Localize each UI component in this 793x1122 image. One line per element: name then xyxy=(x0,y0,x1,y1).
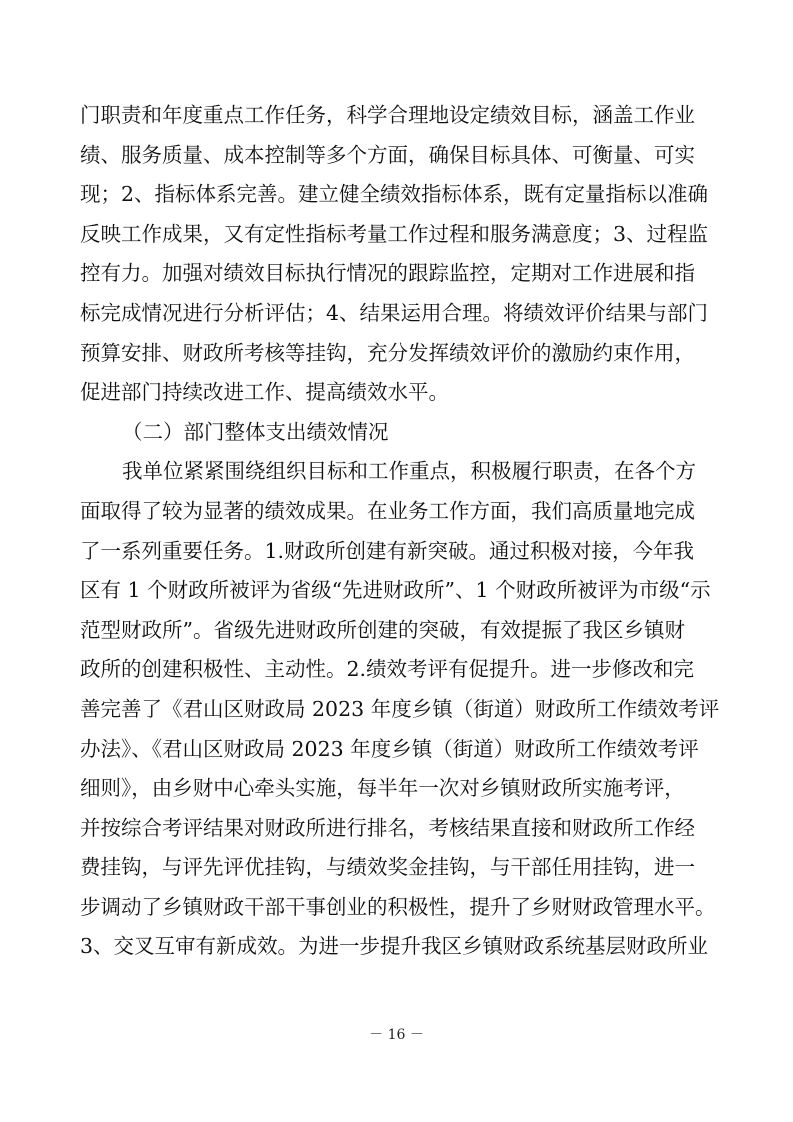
line-text: 反映工作成果，又有定性指标考量工作过程和服务满意度；3、过程监 xyxy=(80,221,709,246)
line-text: 并按综合考评结果对财政所进行排名，考核结果直接和财政所工作经 xyxy=(80,815,695,840)
line-text: 绩、服务质量、成本控制等多个方面，确保目标具体、可衡量、可实 xyxy=(80,142,695,167)
line-text: 了一系列重要任务。1.财政所创建有新突破。通过积极对接，今年我 xyxy=(80,538,695,563)
text-line xyxy=(80,611,720,651)
text-line xyxy=(80,571,720,611)
text-line xyxy=(80,690,720,730)
section-heading xyxy=(80,413,720,453)
line-text: 细则》，由乡财中心牵头实施，每半年一次对乡镇财政所实施考评， xyxy=(80,776,685,801)
page-number: － 16 － xyxy=(369,1027,424,1043)
text-line xyxy=(80,175,720,215)
text-line xyxy=(80,96,720,136)
line-text: 门职责和年度重点工作任务，科学合理地设定绩效目标，涵盖工作业 xyxy=(80,103,695,127)
line-text: 我单位紧紧围绕组织目标和工作重点，积极履行职责，在各个方 xyxy=(122,459,696,484)
text-line xyxy=(80,254,720,294)
text-line xyxy=(80,888,720,928)
line-text: 办法》、《君山区财政局 2023 年度乡镇（街道）财政所工作绩效考评 xyxy=(80,736,699,761)
line-text: 促进部门持续改进工作、提高绩效水平。 xyxy=(80,380,449,405)
text-line xyxy=(80,492,720,532)
line-text: 费挂钩，与评先评优挂钩，与绩效奖金挂钩，与干部任用挂钩，进一 xyxy=(80,855,695,880)
line-text: 步调动了乡镇财政干部干事创业的积极性，提升了乡财财政管理水平。 xyxy=(80,894,716,919)
text-line xyxy=(80,294,720,334)
text-line xyxy=(80,769,720,809)
text-line xyxy=(80,848,720,888)
line-text: 区有 1 个财政所被评为省级“先进财政所”、1 个财政所被评为市级“示 xyxy=(80,578,711,603)
text-line xyxy=(80,136,720,176)
line-text: 政所的创建积极性、主动性。2.绩效考评有促提升。进一步修改和完 xyxy=(80,657,695,682)
text-line xyxy=(80,373,720,413)
line-text: 预算安排、财政所考核等挂钩，充分发挥绩效评价的激励约束作用， xyxy=(80,340,695,365)
line-text: 范型财政所”。省级先进财政所创建的突破，有效提振了我区乡镇财 xyxy=(80,617,685,642)
text-line xyxy=(80,927,720,967)
text-line xyxy=(80,809,720,849)
text-line xyxy=(80,730,720,770)
section-heading-text: （二）部门整体支出绩效情况 xyxy=(122,419,389,444)
line-text: 3、交叉互审有新成效。为进一步提升我区乡镇财政系统基层财政所业 xyxy=(80,934,709,959)
line-text: 标完成情况进行分析评估；4、结果运用合理。将绩效评价结果与部门 xyxy=(80,300,709,325)
line-text: 善完善了《君山区财政局 2023 年度乡镇（街道）财政所工作绩效考评 xyxy=(80,696,720,721)
body-text xyxy=(80,96,720,967)
text-line xyxy=(80,452,720,492)
line-text: 面取得了较为显著的绩效成果。在业务工作方面，我们高质量地完成 xyxy=(80,498,695,523)
text-line xyxy=(80,532,720,572)
text-line xyxy=(80,215,720,255)
line-text: 现；2、指标体系完善。建立健全绩效指标体系，既有定量指标以准确 xyxy=(80,182,709,207)
line-text: 控有力。加强对绩效目标执行情况的跟踪监控，定期对工作进展和指 xyxy=(80,261,695,286)
text-line xyxy=(80,650,720,690)
text-line xyxy=(80,334,720,374)
